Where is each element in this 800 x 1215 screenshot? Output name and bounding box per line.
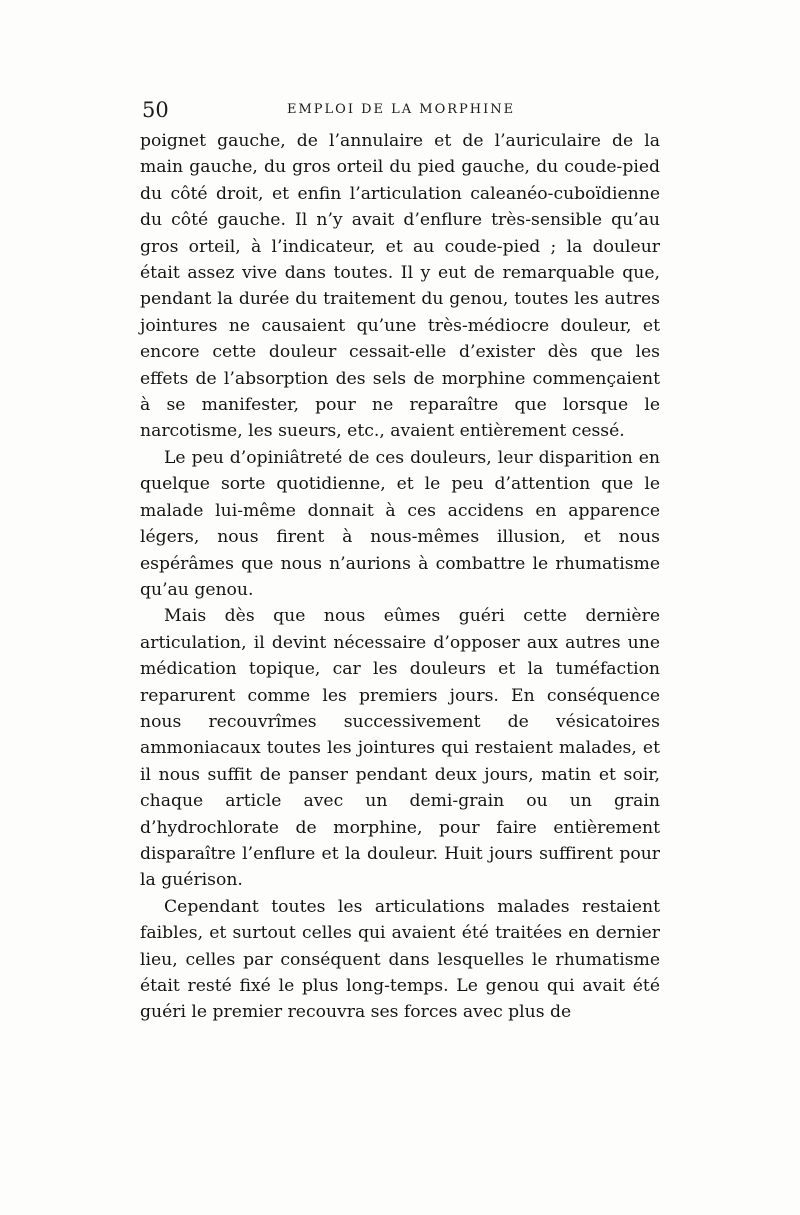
body-text (140, 128, 660, 1026)
paragraph: Mais dès que nous eûmes guéri cette dernière articulation, il devint nécessaire d’opposer aux autres une médication topique, car les douleurs et la tuméfaction reparurent comme les premiers jours. En conséquence nous recouvrîmes successivement de vésicatoires ammoniacaux toutes les jointures qui restaient malades, et il nous suffit de panser pendant deux jours, matin et soir, chaque article avec un demi-grain ou un grain d’hydrochlorate de morphine, pour faire entièrement disparaître l’enflure et la douleur. Huit jours suffirent pour la guérison. (140, 606, 660, 891)
paragraph: Le peu d’opiniâtreté de ces douleurs, leur disparition en quelque sorte quotidienne, et le peu d’attention que le malade lui-même donnait à ces accidens en apparence légers, nous firent à nous-mêmes illusion, et nous espérâmes que nous n’aurions à combattre le rhumatisme qu’au genou. (140, 447, 660, 600)
paragraph: Cependant toutes les articulations malades restaient faibles, et surtout celles qui avaient été traitées en dernier lieu, celles par conséquent dans lesquelles le rhumatisme était resté fixé le plus long-temps. Le genou qui avait été guéri le premier recouvra ses forces avec plus de (140, 896, 660, 1023)
running-head: EMPLOI DE LA MORPHINE (287, 102, 516, 117)
page-number: 50 (142, 98, 169, 122)
page-header (142, 98, 662, 122)
paragraph-continued: poignet gauche, de l’annulaire et de l’auriculaire de la main gauche, du gros orteil du pied gauche, du coude-pied du côté droit, et enfin l’articulation caleanéo-cuboïdienne du côté gauche. Il n’y avait d’enflure très-sensible qu’au gros orteil, à l’indicateur, et au coude-pied ; la douleur était assez vive dans toutes. Il y eut de remarquable que, pendant la durée du traitement du genou, toutes les autres jointures ne causaient qu’une très-médiocre douleur, et encore cette douleur cessait-elle d’exister dès que les effets de l’absorption des sels de morphine commençaient à se manifester, pour ne reparaître que lorsque le narcotisme, les sueurs, etc., avaient entièrement cessé. (140, 131, 660, 442)
